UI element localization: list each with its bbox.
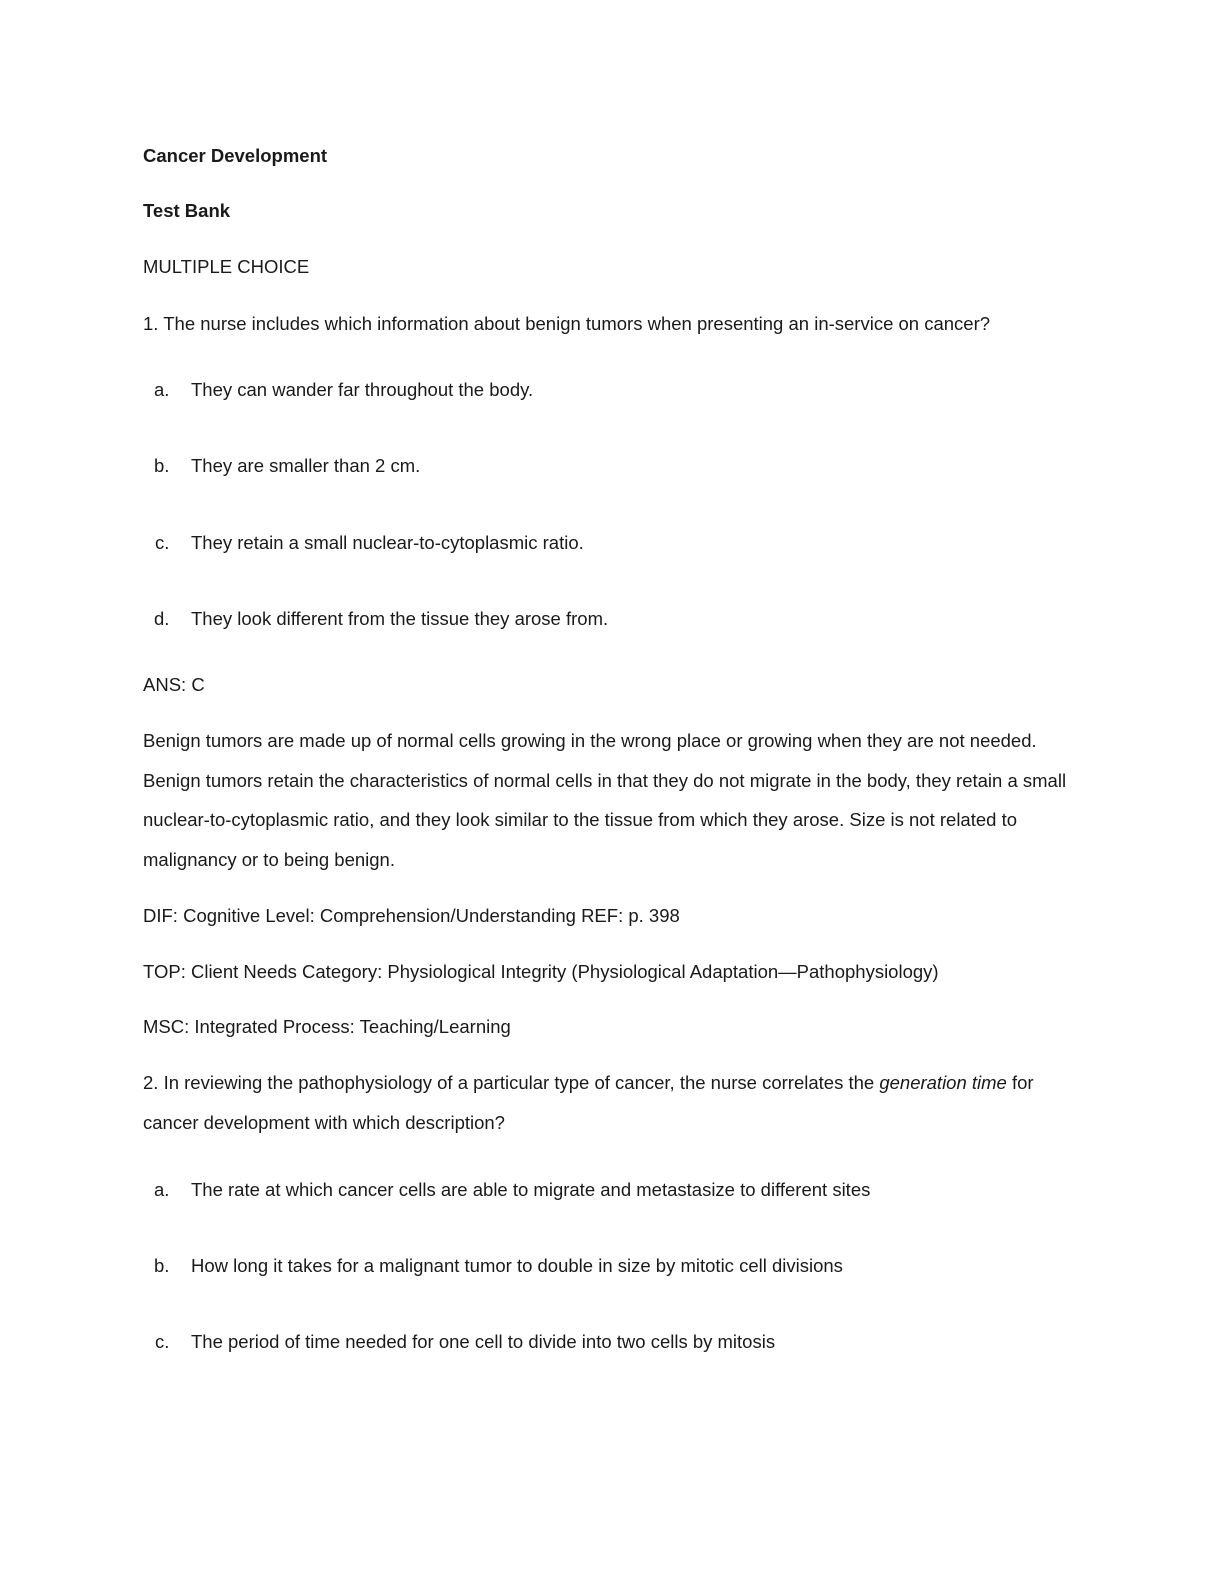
question-1-process: MSC: Integrated Process: Teaching/Learning [143,1016,511,1037]
question-1-topic: TOP: Client Needs Category: Physiological Integrity (Physiological Adaptation—Pathophysiology) [143,961,939,982]
question-2-option-a-text: The rate at which cancer cells are able to migrate and metastasize to different sites [191,1179,871,1200]
section-heading: MULTIPLE CHOICE [143,256,310,277]
question-2-option-b-text: How long it takes for a malignant tumor to double in size by mitotic cell divisions [191,1255,843,1276]
question-2-stem-term: generation time [879,1072,1007,1093]
question-2-option-b-letter: b. [154,1255,170,1276]
question-1-option-d-letter: d. [154,608,170,629]
question-2-option-c-letter: c. [155,1331,170,1352]
question-2-stem [143,1063,1073,1142]
question-2-stem-part1: 2. In reviewing the pathophysiology of a particular type of cancer, the nurse correlates the [143,1072,880,1093]
question-1-answer: ANS: C [143,674,205,695]
question-2-option-c-text: The period of time needed for one cell to divide into two cells by mitosis [191,1331,776,1352]
question-1-option-c-text: They retain a small nuclear-to-cytoplasmic ratio. [191,532,584,553]
question-1-option-c-letter: c. [155,532,170,553]
document-title: Cancer Development [143,145,328,166]
question-1-option-b-text: They are smaller than 2 cm. [191,455,421,476]
question-1-option-a-text: They can wander far throughout the body. [191,379,534,400]
document-subtitle: Test Bank [143,200,231,221]
question-1-difficulty: DIF: Cognitive Level: Comprehension/Understanding REF: p. 398 [143,905,680,926]
question-2-stem-part2: for cancer development with which description? [143,1072,1034,1133]
question-1-stem: 1. The nurse includes which information about benign tumors when presenting an in-service on cancer? [143,313,991,334]
question-2-option-a-letter: a. [154,1179,170,1200]
question-1-option-b-letter: b. [154,455,170,476]
question-1-rationale: Benign tumors are made up of normal cells growing in the wrong place or growing when they are not needed. Benign tumors retain the characteristics of normal cells in that they do not migrate in the body, they retain a small nuclear-to-cytoplasmic ratio, and they look similar to the tissue from which they arose. Size is not related to malignancy or to being benign. [143,730,1067,870]
question-1-option-a-letter: a. [154,379,170,400]
question-1-option-d-text: They look different from the tissue they arose from. [191,608,609,629]
